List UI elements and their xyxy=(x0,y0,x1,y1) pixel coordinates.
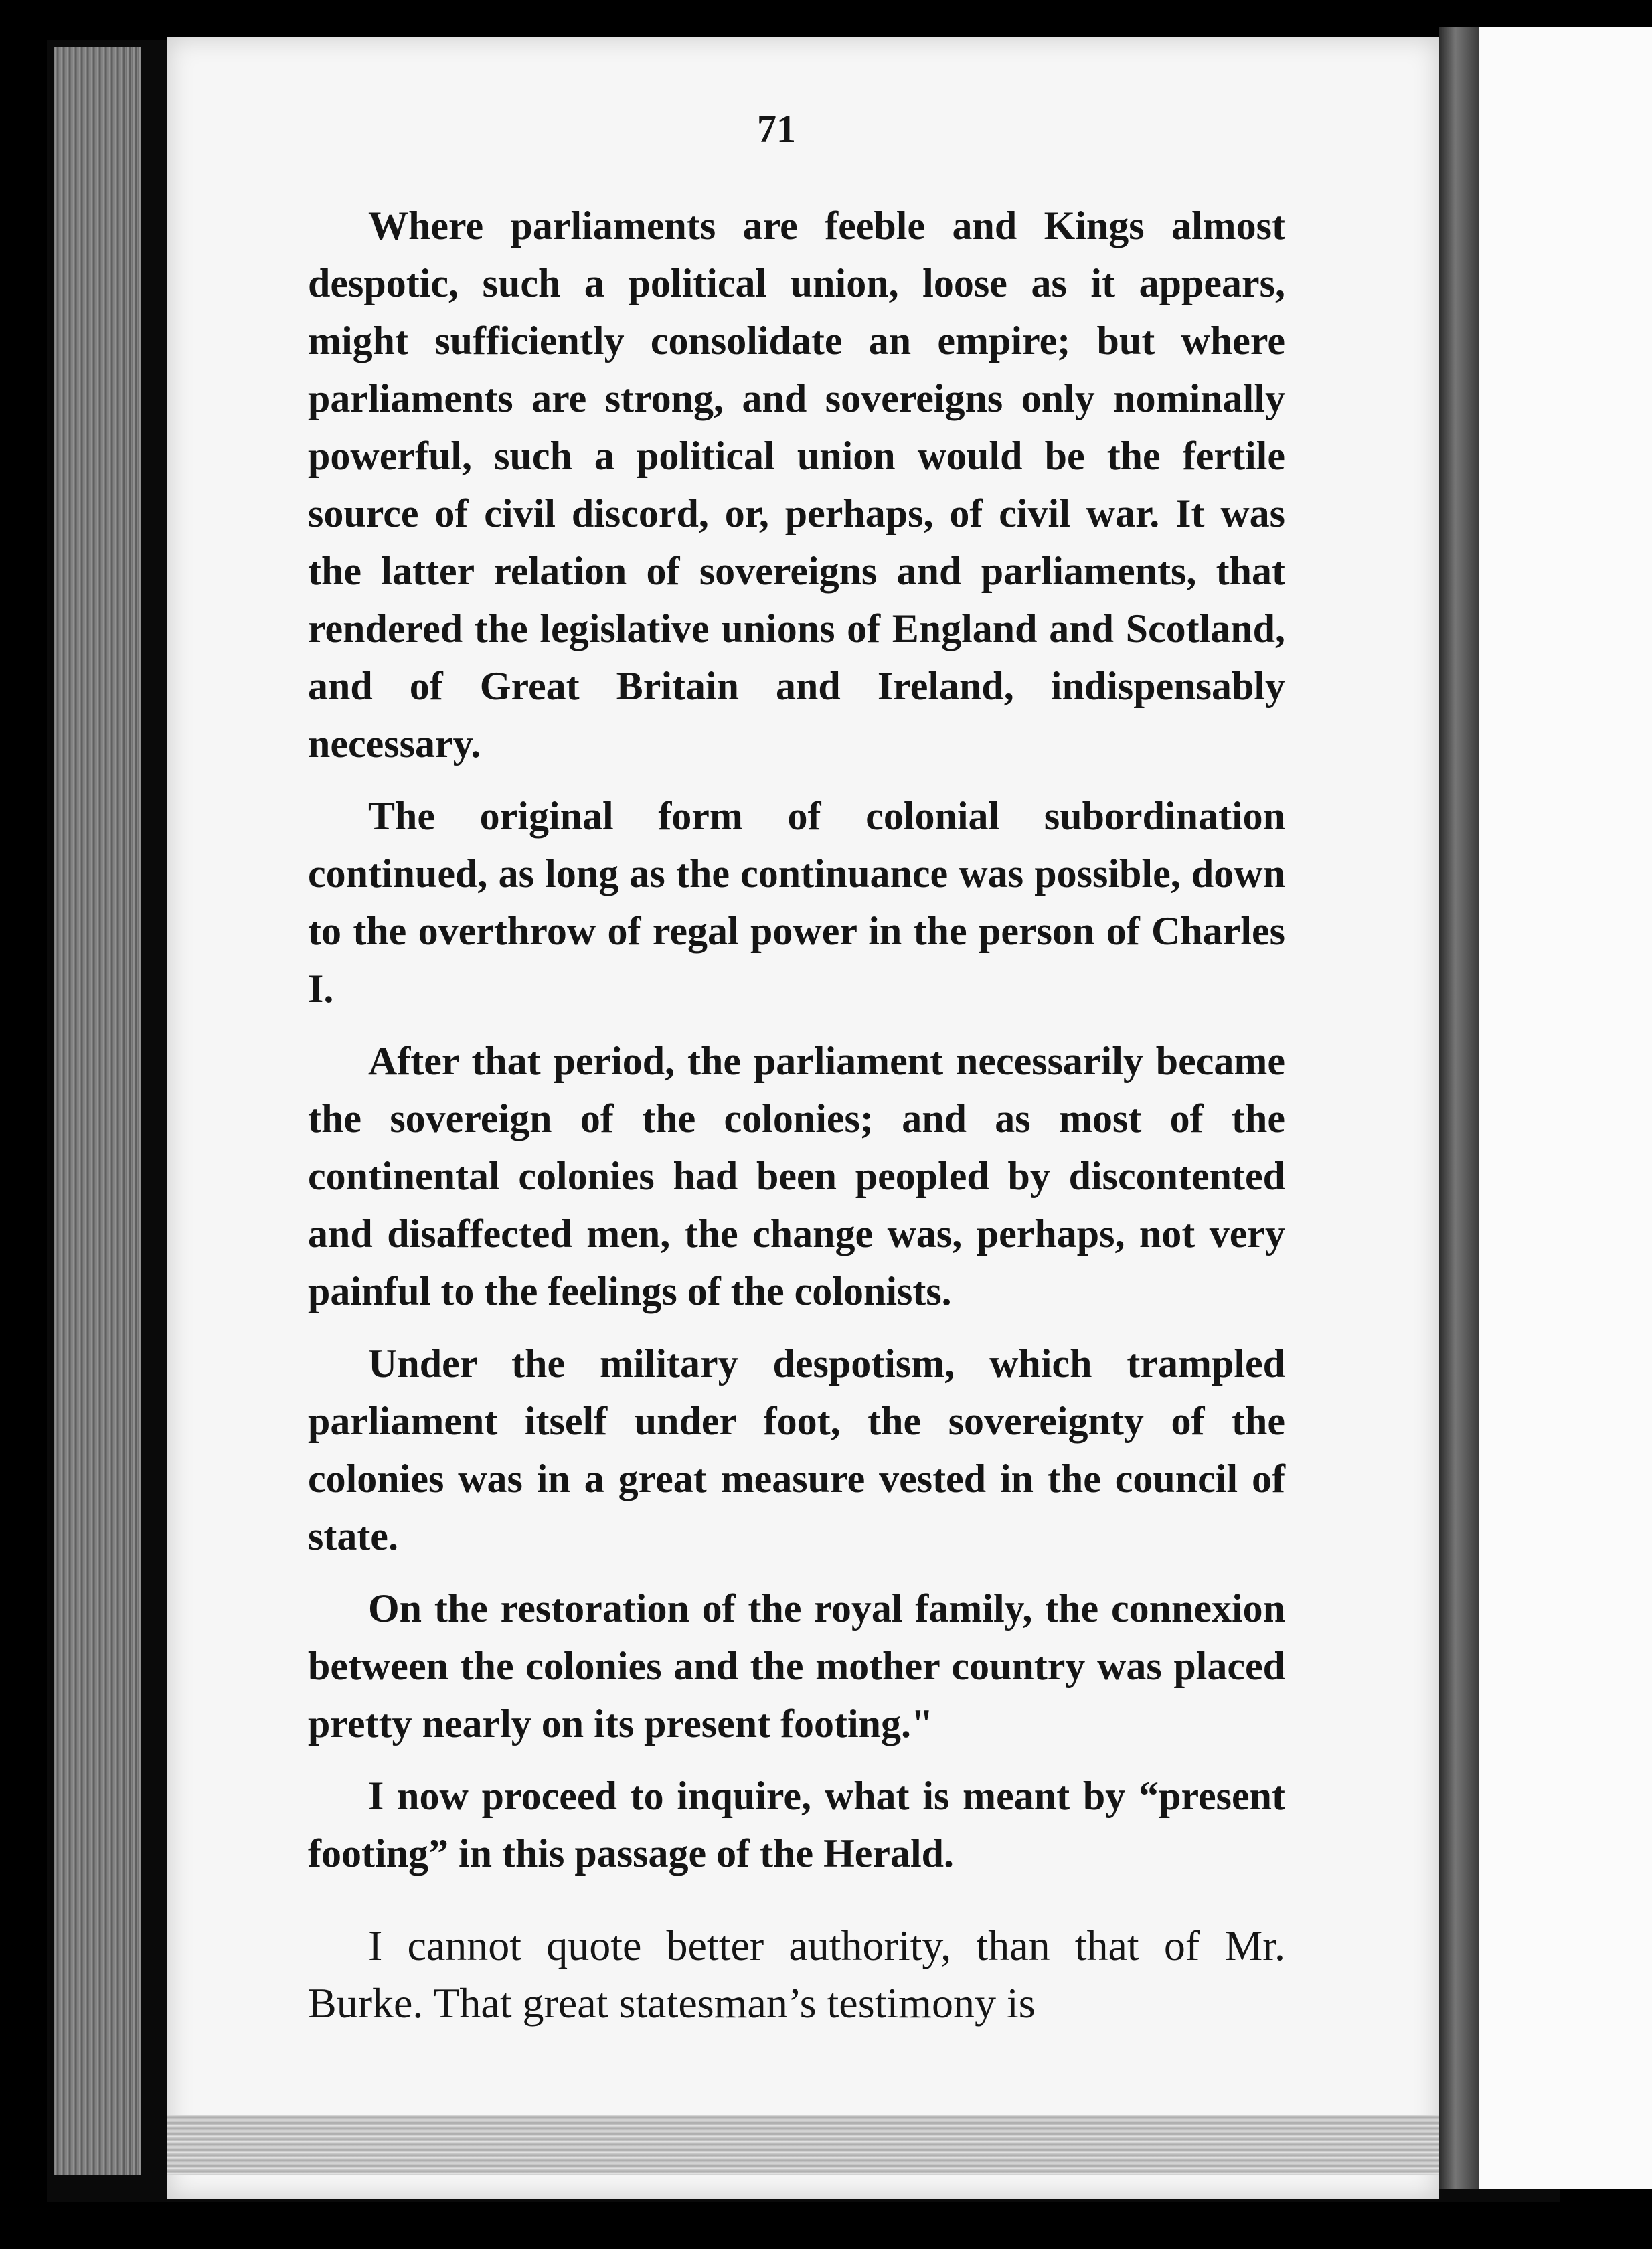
page-edge-stack xyxy=(54,47,141,2175)
paragraph: Under the military despotism, which trampled parliament itself under foot, the sovereignty of the colonies was in a great measure vested in the council of state. xyxy=(308,1341,1285,1558)
facing-page xyxy=(1479,27,1652,2189)
paragraph: The original form of colonial subordination continued, as long as the continuance was possible, down to the overthrow of regal power in the person of Charles I. xyxy=(308,794,1285,1011)
page-number: 71 xyxy=(757,107,796,151)
page-text-block xyxy=(308,100,1285,2047)
book-spine xyxy=(1439,27,1479,2189)
paragraph: I cannot quote better authority, than that of Mr. Burke. That great statesman’s testimony is xyxy=(308,1922,1285,2027)
paragraph: On the restoration of the royal family, the connexion between the colonies and the mother country was placed pretty nearly on its present footing." xyxy=(308,1586,1285,1746)
paragraph: After that period, the parliament necessarily became the sovereign of the colonies; and as most of the continental colonies had been peopled by discontented and disaffected men, the change was, perhaps, not very painful to the feelings of the colonists. xyxy=(308,1039,1285,1313)
paragraph: Where parliaments are feeble and Kings almost despotic, such a political union, loose as it appears, might sufficiently consolidate an empire; but where parliaments are strong, and sovereigns only nominally powerful, such a political union would be the fertile source of civil discord, or, perhaps, of civil war. It was the latter relation of sovereigns and parliaments, that rendered the legislative unions of England and Scotland, and of Great Britain and Ireland, indispensably necessary. xyxy=(308,203,1285,766)
page-bottom-edge xyxy=(167,2115,1439,2175)
paragraph: I now proceed to inquire, what is meant by “present footing” in this passage of the Herald. xyxy=(308,1774,1285,1876)
